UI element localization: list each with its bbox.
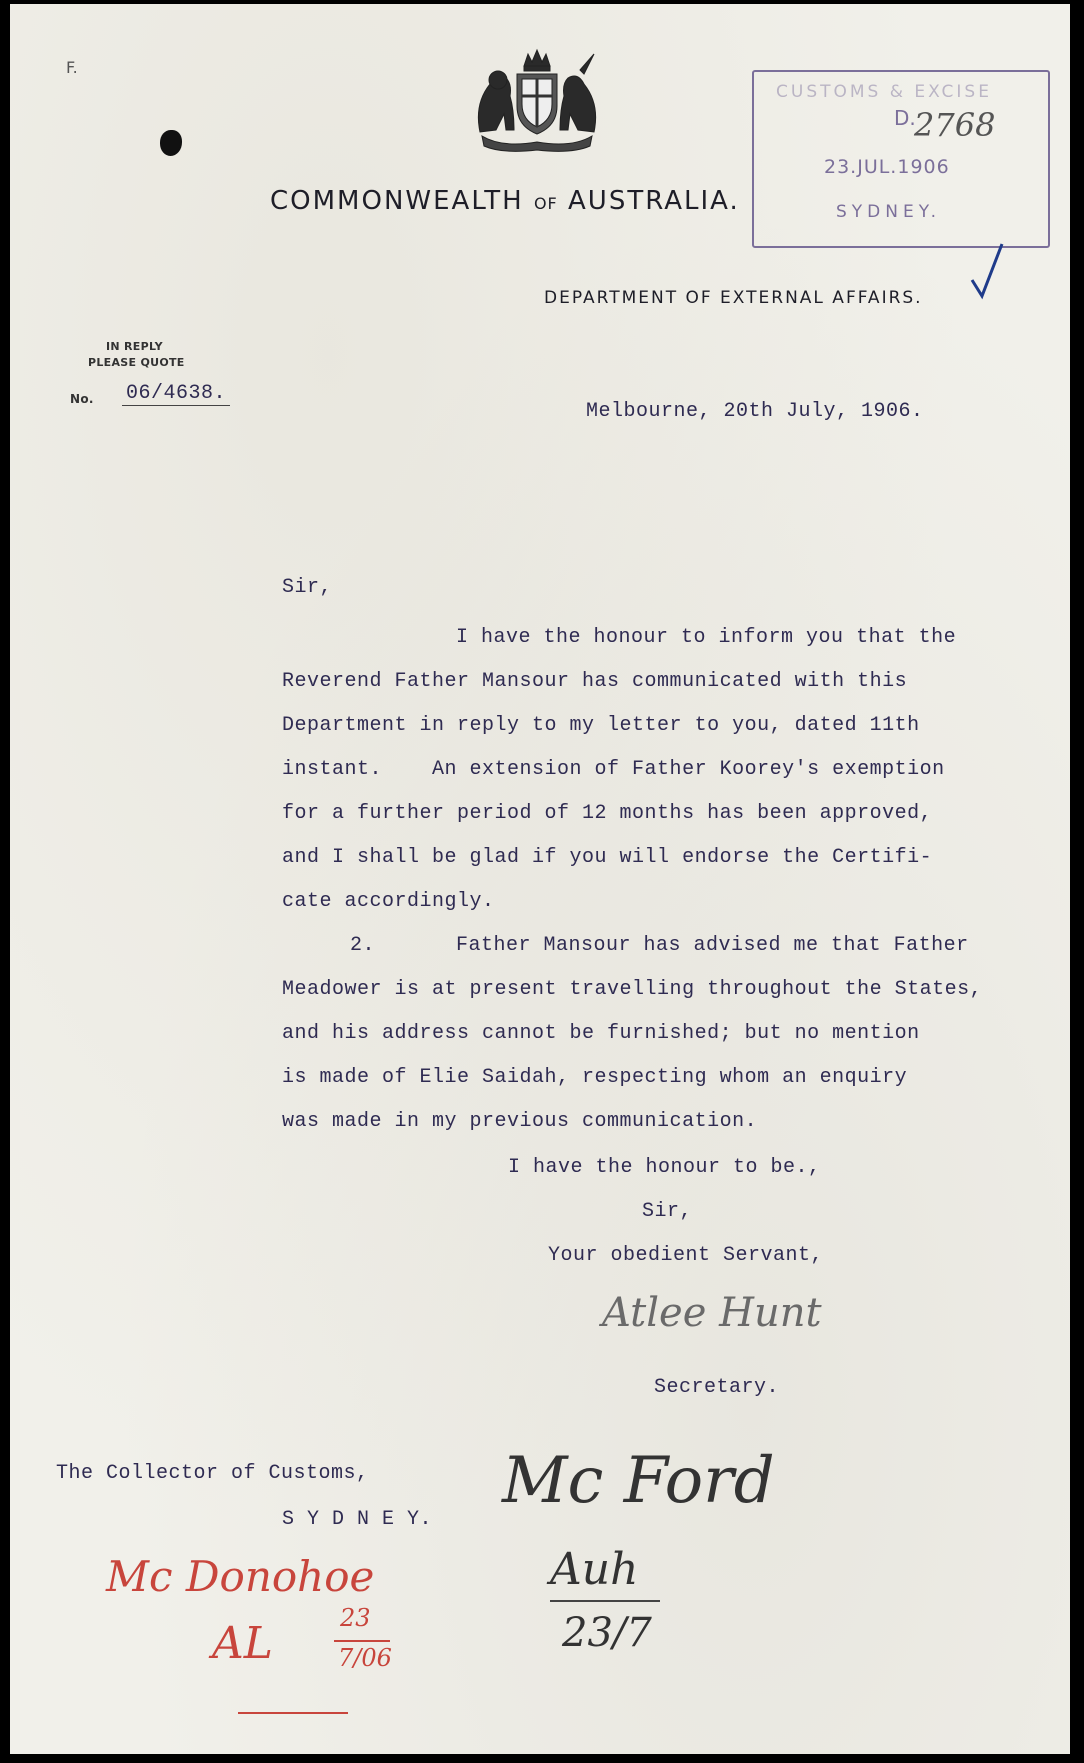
- red-annotation-date-bottom: 7/06: [338, 1644, 392, 1672]
- letter-sheet: [10, 4, 1070, 1754]
- body-line: and his address cannot be furnished; but no mention: [282, 1022, 920, 1045]
- reference-no-label: No.: [70, 392, 94, 406]
- file-mark: F.: [66, 58, 78, 77]
- red-annotation-date-top: 23: [340, 1604, 371, 1632]
- handwritten-date: 23/7: [562, 1610, 652, 1656]
- body-line: was made in my previous communication.: [282, 1110, 758, 1133]
- body-line: Reverend Father Mansour has communicated with this: [282, 670, 908, 693]
- closing-sir: Sir,: [642, 1200, 693, 1223]
- title-australia: AUSTRALIA.: [568, 186, 740, 216]
- body-line: is made of Elie Saidah, respecting whom an enquiry: [282, 1066, 908, 1089]
- date-line: Melbourne, 20th July, 1906.: [586, 400, 924, 423]
- red-annotation-initials: AL: [212, 1618, 273, 1669]
- in-reply-label: IN REPLY: [106, 340, 163, 353]
- stamp-office: CUSTOMS & EXCISE: [776, 82, 992, 102]
- body-line: Meadower is at present travelling throughout the States,: [282, 978, 983, 1001]
- secretary-title: Secretary.: [654, 1376, 780, 1399]
- body-line: for a further period of 12 months has been approved,: [282, 802, 933, 825]
- please-quote-label: PLEASE QUOTE: [88, 356, 185, 369]
- body-line: Department in reply to my letter to you, dated 11th: [282, 714, 920, 737]
- stamp-number: 2768: [914, 106, 996, 144]
- red-underline: [238, 1712, 348, 1714]
- salutation: Sir,: [282, 576, 333, 599]
- department-name: DEPARTMENT OF EXTERNAL AFFAIRS.: [544, 288, 923, 308]
- stamp-date: 23.JUL.1906: [824, 156, 950, 178]
- title-commonwealth: COMMONWEALTH: [270, 186, 524, 216]
- initials-underline: [550, 1600, 660, 1602]
- stamp-prefix: D.: [894, 106, 916, 130]
- coat-of-arms-emblem: [462, 44, 612, 156]
- handwritten-initials: Auh: [550, 1544, 639, 1595]
- body-line: Father Mansour has advised me that Father: [456, 934, 969, 957]
- body-line: cate accordingly.: [282, 890, 495, 913]
- stamp-city: SYDNEY.: [836, 202, 942, 222]
- check-mark-icon: [968, 240, 1008, 304]
- signature: Atlee Hunt: [602, 1290, 822, 1336]
- closing-servant: Your obedient Servant,: [548, 1244, 824, 1267]
- body-line: instant. An extension of Father Koorey's exemption: [282, 758, 945, 781]
- body-line: and I shall be glad if you will endorse the Certifi-: [282, 846, 933, 869]
- handwritten-ford: Mc Ford: [502, 1444, 775, 1518]
- letterhead-title: [270, 186, 740, 216]
- reference-number: 06/4638.: [122, 382, 230, 406]
- red-annotation-name: Mc Donohoe: [106, 1552, 375, 1601]
- addressee-line: The Collector of Customs,: [56, 1462, 369, 1485]
- red-fraction-line: [334, 1640, 390, 1642]
- body-line: I have the honour to inform you that the: [456, 626, 957, 649]
- addressee-city: S Y D N E Y.: [282, 1508, 433, 1531]
- paragraph-number: 2.: [350, 934, 376, 957]
- received-stamp: [752, 70, 1050, 248]
- closing-line: I have the honour to be.,: [508, 1156, 821, 1179]
- title-of: OF: [533, 194, 558, 213]
- ink-blot: [160, 130, 182, 156]
